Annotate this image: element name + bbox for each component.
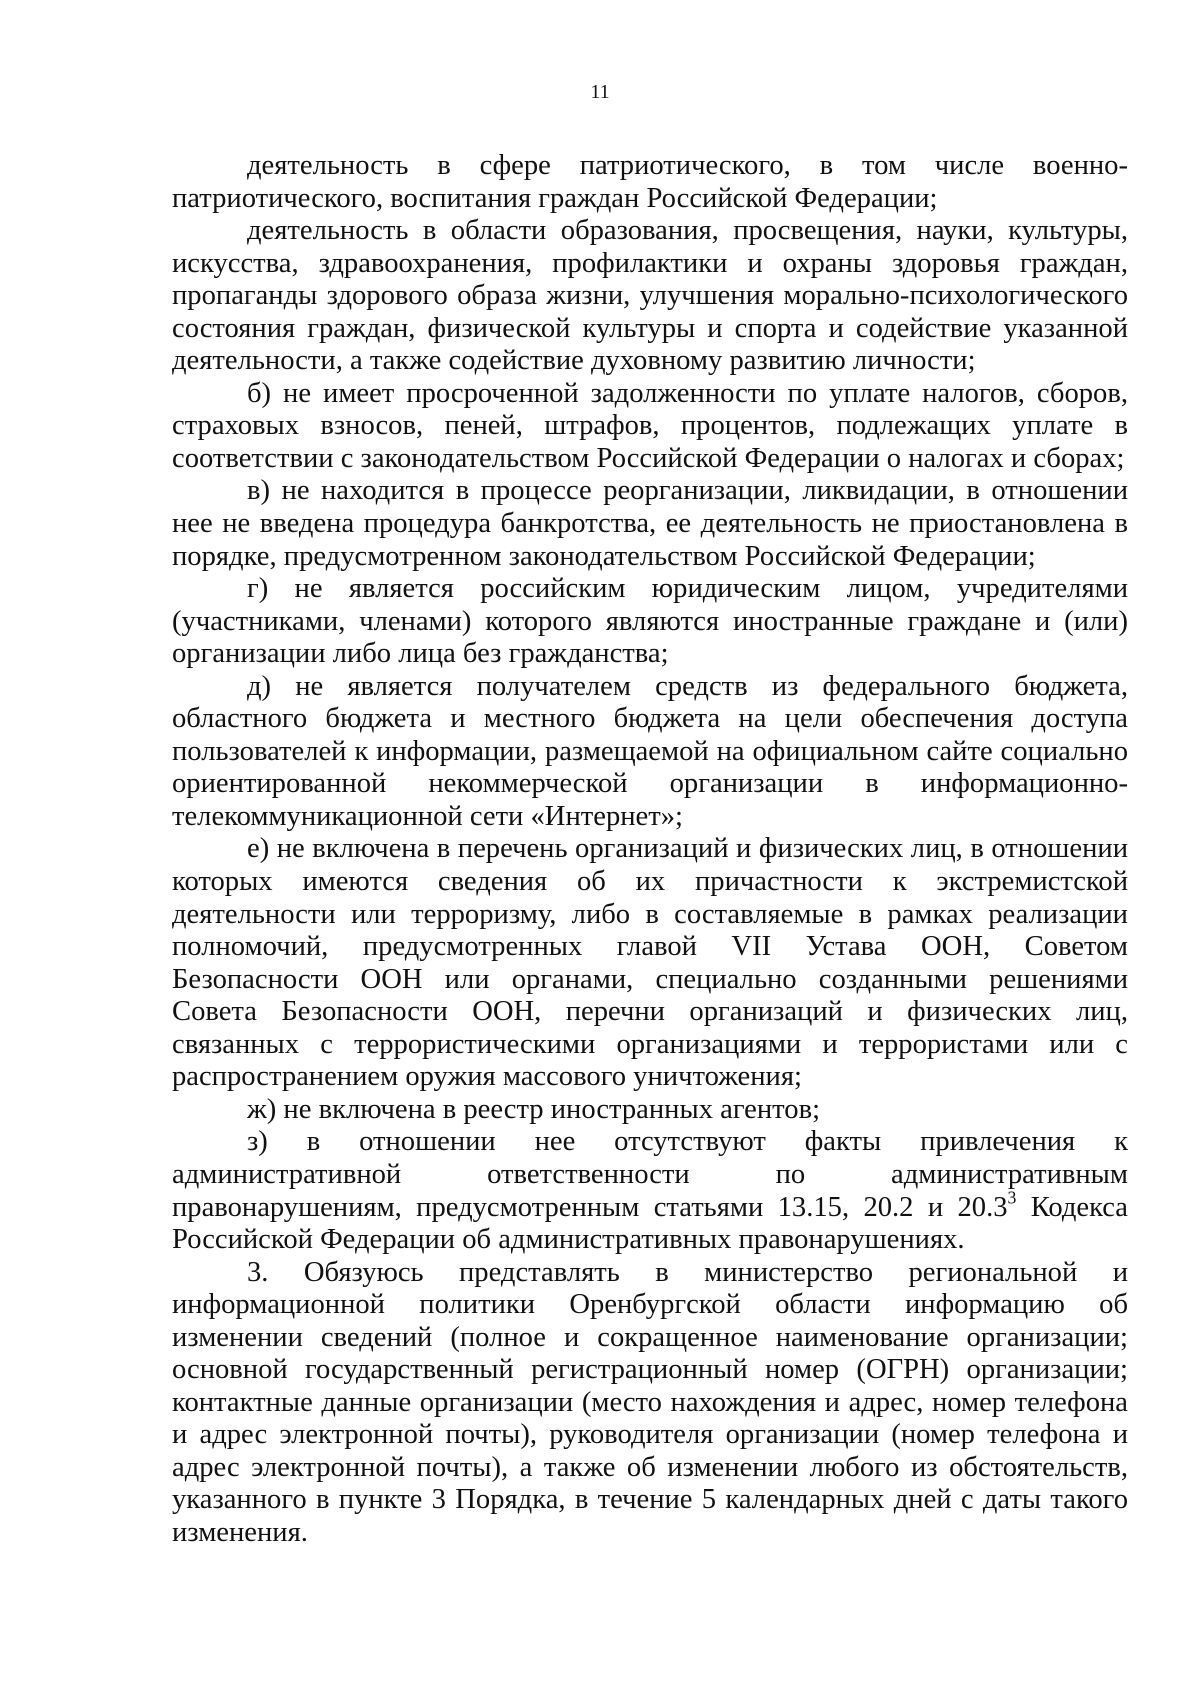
paragraph-item-e: е) не включена в перечень организаций и физических лиц, в отношении которых имеются сведения об их причастности к экстремистской деятельности или терроризму, либо в составляемые в рамках реализации полномочий, предусмотренных главой VII Устава ООН, Советом Безопасности ООН или органами, специально созданными решениями Совета Безопасности ООН, перечни организаций и физических лиц, связанных с террористическими организациями и террористами или с распространением оружия массового уничтожения; <box>172 833 1128 1093</box>
paragraph-item-z-text-end: Кодекса Российской Федерации об административных правонарушениях. <box>172 1191 1128 1256</box>
document-body <box>172 150 1128 1550</box>
paragraph-education-activity: деятельность в области образования, просвещения, науки, культуры, искусства, здравоохранения, профилактики и охраны здоровья граждан, пропаганды здорового образа жизни, улучшения морально-психологического состояния граждан, физической культуры и спорта и содействие указанной деятельности, а также содействие духовному развитию личности; <box>172 215 1128 377</box>
paragraph-item-zh: ж) не включена в реестр иностранных агентов; <box>247 1093 821 1125</box>
paragraph-item-g: г) не является российским юридическим лицом, учредителями (участниками, членами) которого являются иностранные граждане и (или) организации либо лица без гражданства; <box>172 573 1128 670</box>
paragraph-patriotic-activity: деятельность в сфере патриотического, в том числе военно-патриотического, воспитания граждан Российской Федерации; <box>172 150 1128 214</box>
paragraph-item-v: в) не находится в процессе реорганизации, ликвидации, в отношении нее не введена процедура банкротства, ее деятельность не приостановлена в порядке, предусмотренном законодательством Российской Федерации; <box>172 475 1128 572</box>
paragraph-item-z-text: з) в отношении нее отсутствуют факты привлечения к административной ответственности по административным правонарушениям, предусмотренным статьями 13.15, 20.2 и 20.3 <box>172 1126 1128 1223</box>
paragraph-item-d: д) не является получателем средств из федерального бюджета, областного бюджета и местного бюджета на цели обеспечения доступа пользователей к информации, размещаемой на официальном сайте социально ориентированной некоммерческой организации в информационно-телекоммуникационной сети «Интернет»; <box>172 670 1128 832</box>
article-superscript: 3 <box>1007 1187 1017 1208</box>
paragraph-obligation-3: 3. Обязуюсь представлять в министерство региональной и информационной политики Оренбургской области информацию об изменении сведений (полное и сокращенное наименование организации; основной государственный регистрационный номер (ОГРН) организации; контактные данные организации (место нахождения и адрес, номер телефона и адрес электронной почты), руководителя организации (номер телефона и адрес электронной почты), а также об изменении любого из обстоятельств, указанного в пункте 3 Порядка, в течение 5 календарных дней с даты такого изменения. <box>172 1256 1128 1548</box>
page-number: 11 <box>590 81 610 103</box>
paragraph-item-z <box>172 1126 1128 1256</box>
paragraph-item-b: б) не имеет просроченной задолженности по уплате налогов, сборов, страховых взносов, пеней, штрафов, процентов, подлежащих уплате в соответствии с законодательством Российской Федерации о налогах и сборах; <box>172 377 1128 474</box>
